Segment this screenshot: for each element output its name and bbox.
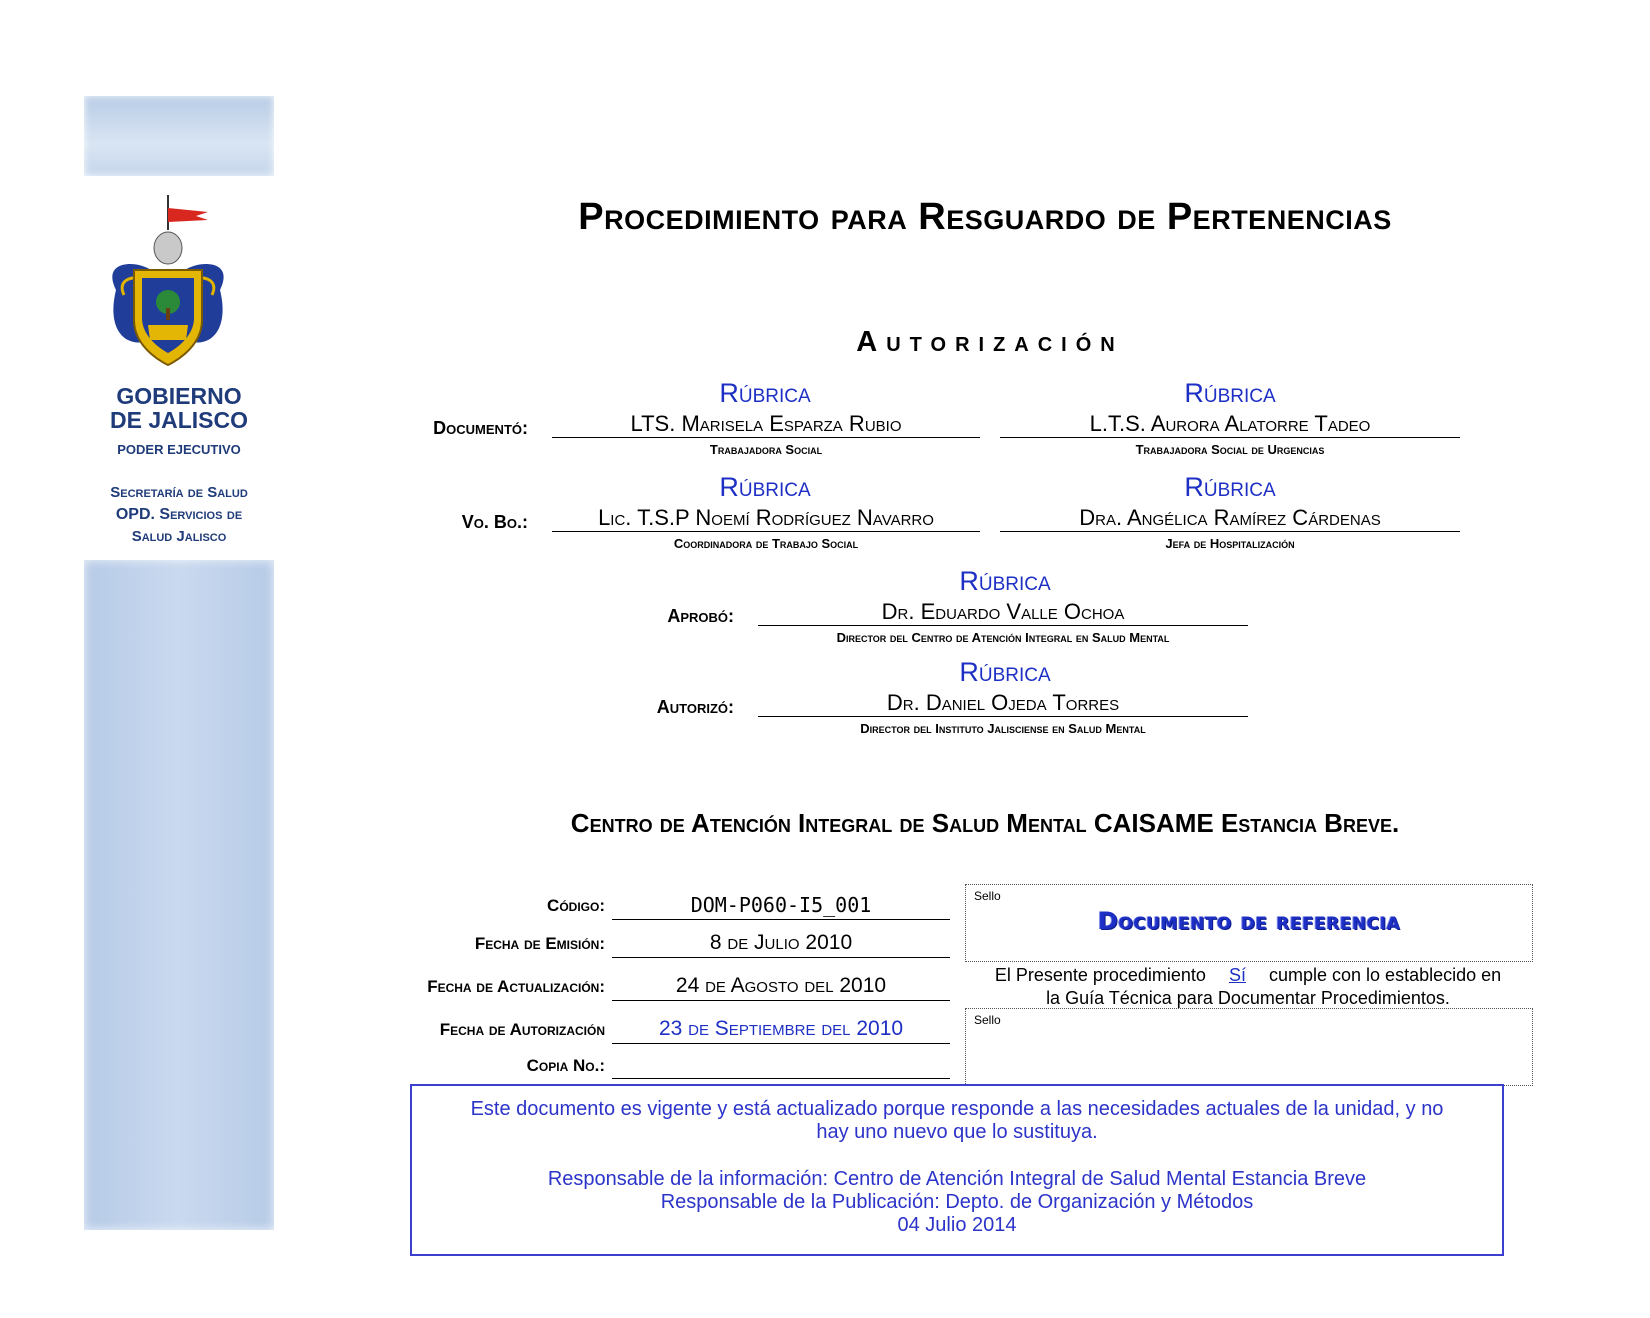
documento-referencia: Documento de referencia — [1097, 907, 1401, 935]
salud-jalisco-text: Salud Jalisco — [131, 528, 227, 545]
sello-box-top — [965, 884, 1533, 962]
vobo-label: Vo. Bo.: — [461, 512, 528, 532]
presente-si: Sí — [1228, 965, 1246, 985]
sello-label-bottom: Sello — [974, 1013, 1001, 1027]
rubrica-vobo1: Rúbrica — [719, 472, 811, 502]
sello-box-bottom — [965, 1008, 1533, 1086]
emision-value: 8 de Julio 2010 — [612, 929, 950, 958]
actualizacion-value: 24 de Agosto del 2010 — [612, 972, 950, 1001]
copia-value-line — [612, 1078, 950, 1079]
gov-line2: DE JALISCO — [109, 407, 249, 433]
aprobo-role: Director del Centro de Atención Integral en Salud Mental — [836, 630, 1170, 645]
autorizacion-value: 23 de Septiembre del 2010 — [612, 1015, 950, 1044]
vigencia-line1: Este documento es vigente y está actualizado porque responde a las necesidades actuales de la unidad, y no — [470, 1098, 1444, 1120]
page-title: Procedimiento para Resguardo de Pertenencias — [578, 196, 1392, 238]
codigo-label: Código: — [547, 896, 605, 915]
gobierno-jalisco-text — [84, 384, 274, 432]
emision-label: Fecha de Emisión: — [474, 934, 605, 953]
responsable-publicacion: Responsable de la Publicación: Depto. de Organización y Métodos — [660, 1191, 1254, 1213]
doc1-role: Trabajadora Social — [709, 442, 823, 457]
responsable-info: Responsable de la información: Centro de Atención Integral de Salud Mental Estancia Breve — [547, 1168, 1367, 1190]
codigo-value: DOM-P060-I5_001 — [612, 891, 950, 920]
rubrica-aprobo: Rúbrica — [959, 566, 1051, 596]
doc2-role: Trabajadora Social de Urgencias — [1135, 442, 1325, 457]
sello-label-top: Sello — [974, 889, 1001, 903]
autorizo-role: Director del Instituto Jalisciense en Salud Mental — [860, 721, 1146, 736]
presente-text — [965, 964, 1531, 1010]
aprobo-label: Aprobó: — [667, 606, 734, 626]
rubrica-doc2: Rúbrica — [1184, 378, 1276, 408]
autorizacion-label: Fecha de Autorización — [439, 1020, 605, 1039]
secretaria-salud-text: Secretaría de Salud — [110, 484, 248, 501]
autorizo-name: Dr. Daniel Ojeda Torres — [758, 690, 1248, 717]
sidebar-top-panel — [84, 96, 274, 176]
doc2-name: L.T.S. Aurora Alatorre Tadeo — [1000, 411, 1460, 438]
doc1-name: LTS. Marisela Esparza Rubio — [552, 411, 980, 438]
vobo1-role: Coordinadora de Trabajo Social — [673, 536, 859, 551]
sidebar-bottom-panel — [84, 560, 274, 1230]
vigencia-line2: hay uno nuevo que lo sustituya. — [816, 1121, 1098, 1143]
jalisco-coat-of-arms-logo — [96, 190, 256, 380]
rubrica-autorizo: Rúbrica — [959, 657, 1051, 687]
autorizo-label: Autorizó: — [656, 697, 734, 717]
vigencia-box — [410, 1084, 1504, 1256]
rubrica-doc1: Rúbrica — [719, 378, 811, 408]
centro-heading: Centro de Atención Integral de Salud Mental CAISAME Estancia Breve. — [570, 808, 1400, 838]
copia-label: Copia No.: — [526, 1056, 605, 1075]
presente-line2: la Guía Técnica para Documentar Procedimientos. — [1046, 988, 1450, 1008]
publicacion-fecha: 04 Julio 2014 — [897, 1214, 1017, 1236]
rubrica-vobo2: Rúbrica — [1184, 472, 1276, 502]
vobo2-name: Dra. Angélica Ramírez Cárdenas — [1000, 505, 1460, 532]
actualizacion-label: Fecha de Actualización: — [427, 977, 605, 996]
poder-ejecutivo-text: PODER EJECUTIVO — [117, 442, 241, 457]
documento-label: Documentó: — [433, 418, 528, 438]
presente-pre: El Presente procedimiento — [994, 965, 1206, 985]
opd-servicios-text: OPD. Servicios de — [115, 506, 243, 523]
aprobo-name: Dr. Eduardo Valle Ochoa — [758, 599, 1248, 626]
autorizacion-heading: Autorización — [856, 326, 1124, 358]
presente-post: cumple con lo establecido en — [1269, 965, 1502, 985]
vobo1-name: Lic. T.S.P Noemí Rodríguez Navarro — [552, 505, 980, 532]
gov-line1: GOBIERNO — [116, 383, 242, 409]
vobo2-role: Jefa de Hospitalización — [1165, 536, 1295, 551]
